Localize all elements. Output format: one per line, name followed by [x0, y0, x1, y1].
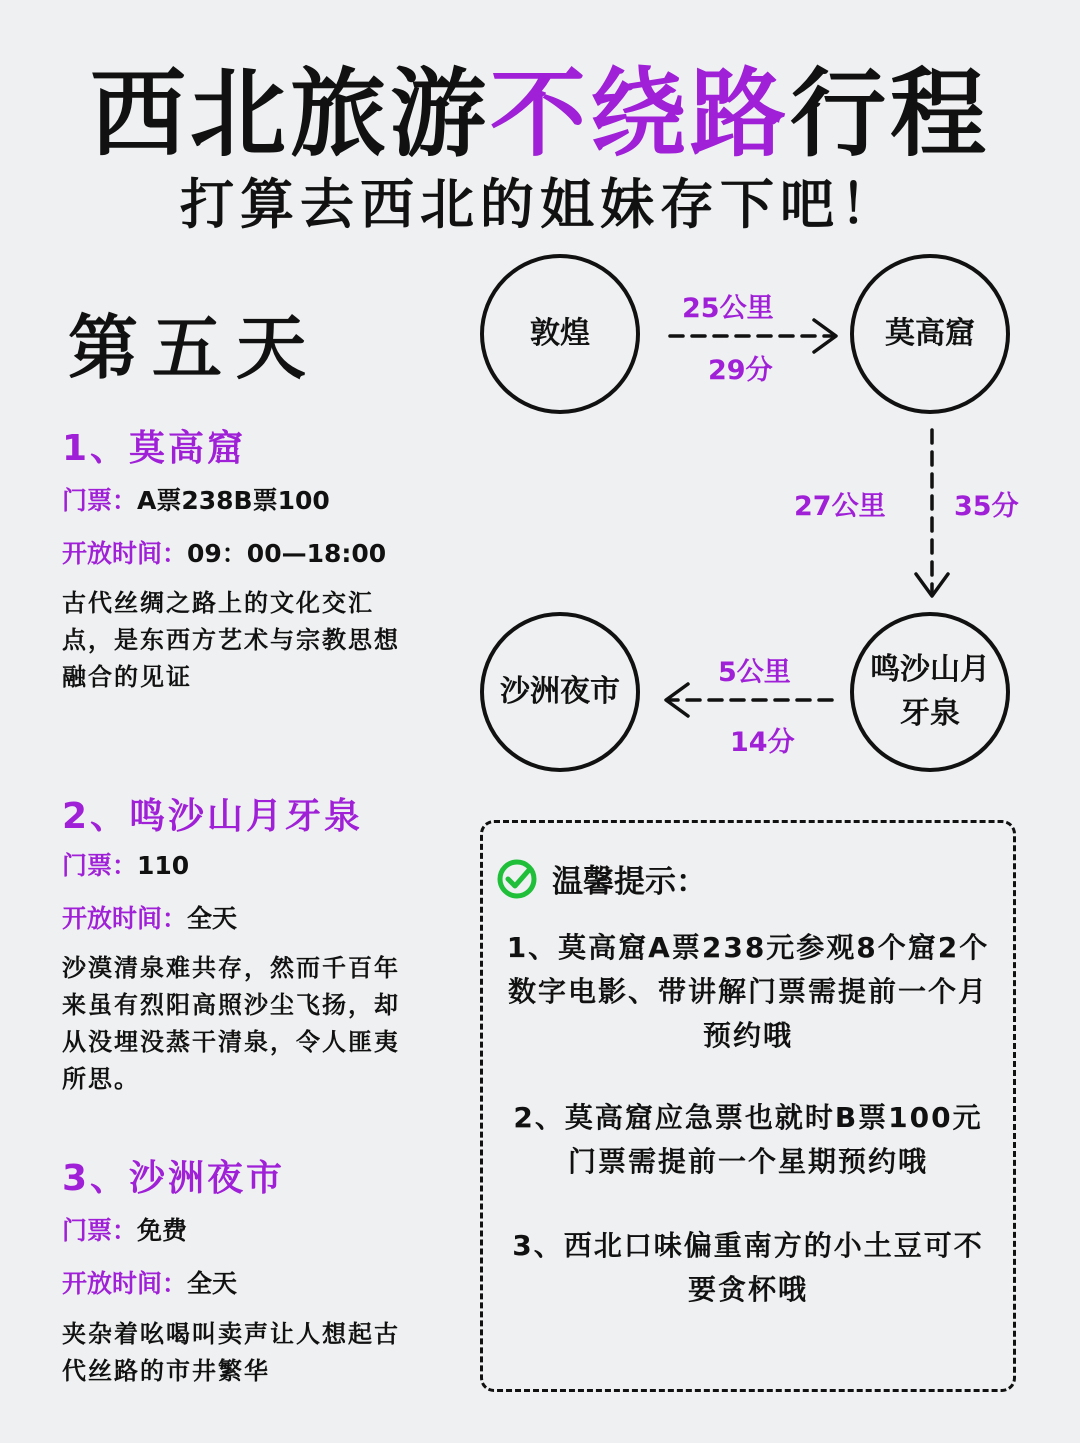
- spot-1-title: 1、莫高窟: [62, 428, 247, 469]
- spot-2-title: 2、鸣沙山月牙泉: [62, 796, 364, 837]
- node-label: 莫高窟: [885, 316, 975, 351]
- edge-3-distance: 5公里: [718, 657, 791, 688]
- hours-value: 全天: [187, 904, 238, 933]
- check-circle-icon: [496, 858, 538, 900]
- node-label: 敦煌: [530, 316, 590, 351]
- tip-1: 1、莫高窟A票238元参观8个窟2个数字电影、带讲解门票需提前一个月预约哦: [506, 931, 990, 1052]
- spot-2-description: 沙漠清泉难共存，然而千百年来虽有烈阳高照沙尘飞扬，却从没埋没蒸干清泉，令人匪夷所思。: [62, 954, 400, 1093]
- spot-3-ticket: [62, 1211, 187, 1247]
- hours-label: 开放时间：: [62, 904, 188, 933]
- day-heading: 第五天: [68, 307, 320, 389]
- hours-value: 09：00—18:00: [187, 539, 387, 568]
- node-label: 鸣沙山月牙泉: [870, 652, 990, 731]
- tips-heading: [496, 856, 707, 901]
- edge-3-time: 14分: [730, 727, 795, 758]
- tips-heading-text: 温馨提示：: [552, 864, 707, 900]
- title-part2: 行程: [790, 58, 990, 170]
- ticket-label: 门票：: [62, 851, 138, 880]
- title-part1: 西北旅游: [90, 58, 490, 170]
- edge-2-time: 35分: [954, 491, 1019, 522]
- spot-2-hours: [62, 899, 237, 935]
- ticket-value: 免费: [137, 1216, 188, 1245]
- edge-1-distance: 25公里: [682, 293, 774, 324]
- route-node-dunhuang: [480, 254, 640, 414]
- ticket-value: A票238B票100: [137, 486, 330, 515]
- edge-2-distance: 27公里: [794, 491, 886, 522]
- ticket-label: 门票：: [62, 486, 138, 515]
- hours-value: 全天: [187, 1269, 238, 1298]
- tip-2: 2、莫高窟应急票也就时B票100元门票需提前一个星期预约哦: [513, 1101, 983, 1178]
- node-label: 沙洲夜市: [500, 674, 620, 709]
- page-subtitle: 打算去西北的姐妹存下吧！: [180, 173, 900, 236]
- route-node-mingsha: [850, 612, 1010, 772]
- ticket-label: 门票：: [62, 1216, 138, 1245]
- spot-3-hours: [62, 1264, 237, 1300]
- edge-1-time: 29分: [708, 355, 773, 386]
- hours-label: 开放时间：: [62, 1269, 188, 1298]
- spot-3-description: 夹杂着吆喝叫卖声让人想起古代丝路的市井繁华: [62, 1320, 400, 1385]
- spot-2-ticket: [62, 846, 189, 882]
- title-highlight: 不绕路: [490, 58, 790, 170]
- spot-3-title: 3、沙洲夜市: [62, 1158, 286, 1199]
- ticket-value: 110: [137, 851, 190, 880]
- route-node-shazhou: [480, 612, 640, 772]
- hours-label: 开放时间：: [62, 539, 188, 568]
- spot-1-description: 古代丝绸之路上的文化交汇点，是东西方艺术与宗教思想融合的见证: [62, 589, 400, 691]
- tip-3: 3、西北口味偏重南方的小土豆可不要贪杯哦: [512, 1229, 984, 1306]
- route-node-mogao: [850, 254, 1010, 414]
